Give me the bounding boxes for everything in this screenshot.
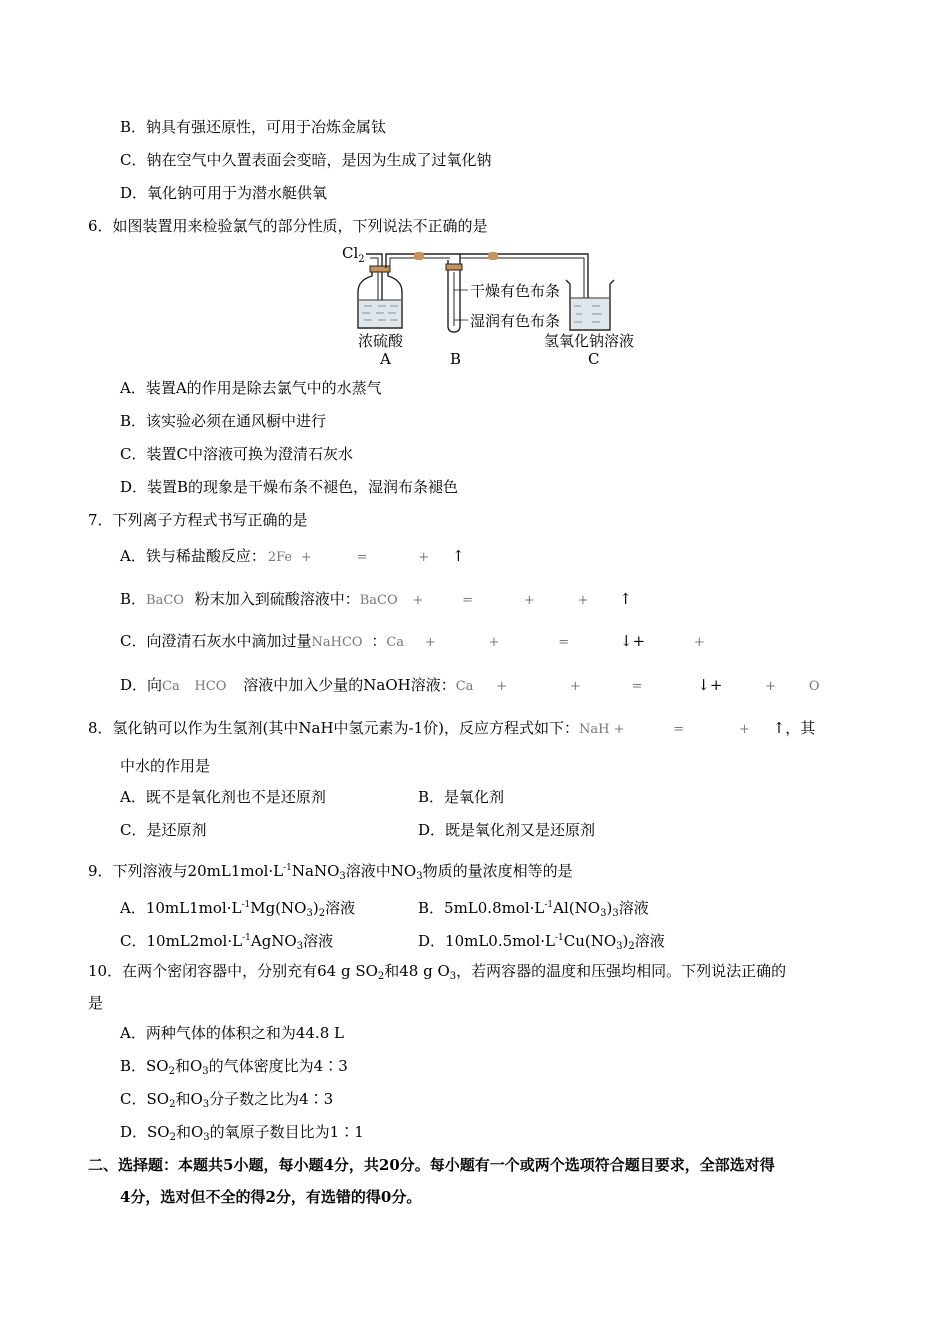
- q10-stem: 10．在两个密闭容器中，分别充有64 g $SO_2$和48 g $O_3$，若两容器的温度和压强均相同。下列说法正确的: [88, 962, 787, 982]
- q8-option-c: C．是还原剂: [120, 821, 207, 839]
- label-c: C: [588, 350, 600, 368]
- q6-stem: 6．如图装置用来检验氯气的部分性质，下列说法不正确的是: [88, 217, 488, 235]
- q6-option-d: D．装置B的现象是干燥布条不褪色，湿润布条褪色: [120, 478, 459, 496]
- wet-strip-label: 湿润有色布条: [470, 312, 561, 330]
- q10-option-d: D．$SO_2$和$O_3$的氧原子数目比为1∶1: [120, 1123, 364, 1143]
- q10-option-c: C．$SO_2$和$O_3$分子数之比为4∶3: [120, 1090, 334, 1110]
- q9-option-c: C．$10mL2mol\cdot L^{-1}AgNO_3$溶液: [120, 932, 334, 952]
- q7-option-c: C．向澄清石灰水中滴加过量NaHCO ：Ca + + = ↓+ +: [120, 632, 705, 650]
- q9-option-d: D．$10mL0.5mol\cdot L^{-1}Cu(NO_3)_2$溶液: [418, 932, 665, 952]
- section-2-heading: 二、选择题：本题共5小题，每小题4分，共20分。每小题有一个或两个选项符合题目要求，全部选对得: [88, 1156, 775, 1174]
- q8-option-d: D．既是氧化剂又是还原剂: [418, 821, 596, 839]
- q10-option-a: A．两种气体的体积之和为44.8 L: [120, 1024, 344, 1042]
- q8-stem: 8．氢化钠可以作为生氢剂(其中NaH中氢元素为-1价)，反应方程式如下：NaH + = + ↑，其: [88, 719, 816, 737]
- q8-stem-continued: 中水的作用是: [120, 757, 211, 775]
- section-2-heading-continued: 4分，选对但不全的得2分，有选错的得0分。: [120, 1188, 422, 1206]
- q6-option-a: A．装置A的作用是除去氯气中的水蒸气: [120, 379, 382, 397]
- q5-option-c: C．钠在空气中久置表面会变暗，是因为生成了过氧化钠: [120, 151, 492, 169]
- label-c-liquid: 氢氧化钠溶液: [544, 332, 635, 350]
- cl2-label: $Cl_2$: [342, 244, 365, 265]
- q10-stem-continued: 是: [88, 994, 104, 1012]
- q9-stem: 9．下列溶液与$20mL1mol\cdot L^{-1}NaNO_3$溶液中$NO_3$物质的量浓度相等的是: [88, 862, 573, 882]
- label-a: A: [380, 350, 391, 368]
- q5-option-d: D．氧化钠可用于为潜水艇供氧: [120, 184, 328, 202]
- label-b: B: [450, 350, 462, 368]
- q9-option-b: B．$5mL0.8mol\cdot L^{-1}Al(NO_3)_3$溶液: [418, 899, 649, 919]
- q7-option-b: B．BaCO 粉末加入到硫酸溶液中：BaCO + = + + ↑: [120, 590, 632, 608]
- q9-option-a: A．$10mL1mol\cdot L^{-1}Mg(NO_3)_2$溶液: [120, 899, 356, 919]
- q6-option-b: B．该实验必须在通风橱中进行: [120, 412, 327, 430]
- q8-option-a: A．既不是氧化剂也不是还原剂: [120, 788, 326, 806]
- q5-option-b: B．钠具有强还原性，可用于冶炼金属钛: [120, 118, 387, 136]
- q8-option-b: B．是氧化剂: [418, 788, 505, 806]
- q6-option-c: C．装置C中溶液可换为澄清石灰水: [120, 445, 353, 463]
- chlorine-apparatus-diagram: [330, 240, 660, 370]
- q7-stem: 7．下列离子方程式书写正确的是: [88, 511, 308, 529]
- q7-a-text: A．铁与稀盐酸反应：: [120, 547, 266, 565]
- q10-option-b: B．$SO_2$和$O_3$的气体密度比为4∶3: [120, 1057, 348, 1077]
- label-a-liquid: 浓硫酸: [358, 332, 404, 350]
- q7-option-a: A．铁与稀盐酸反应： 2Fe + = + ↑: [120, 547, 465, 565]
- dry-strip-label: 干燥有色布条: [470, 282, 561, 300]
- q7-option-d: D．向Ca HCO 溶液中加入少量的NaOH溶液：Ca + + = ↓+ + O: [120, 676, 820, 694]
